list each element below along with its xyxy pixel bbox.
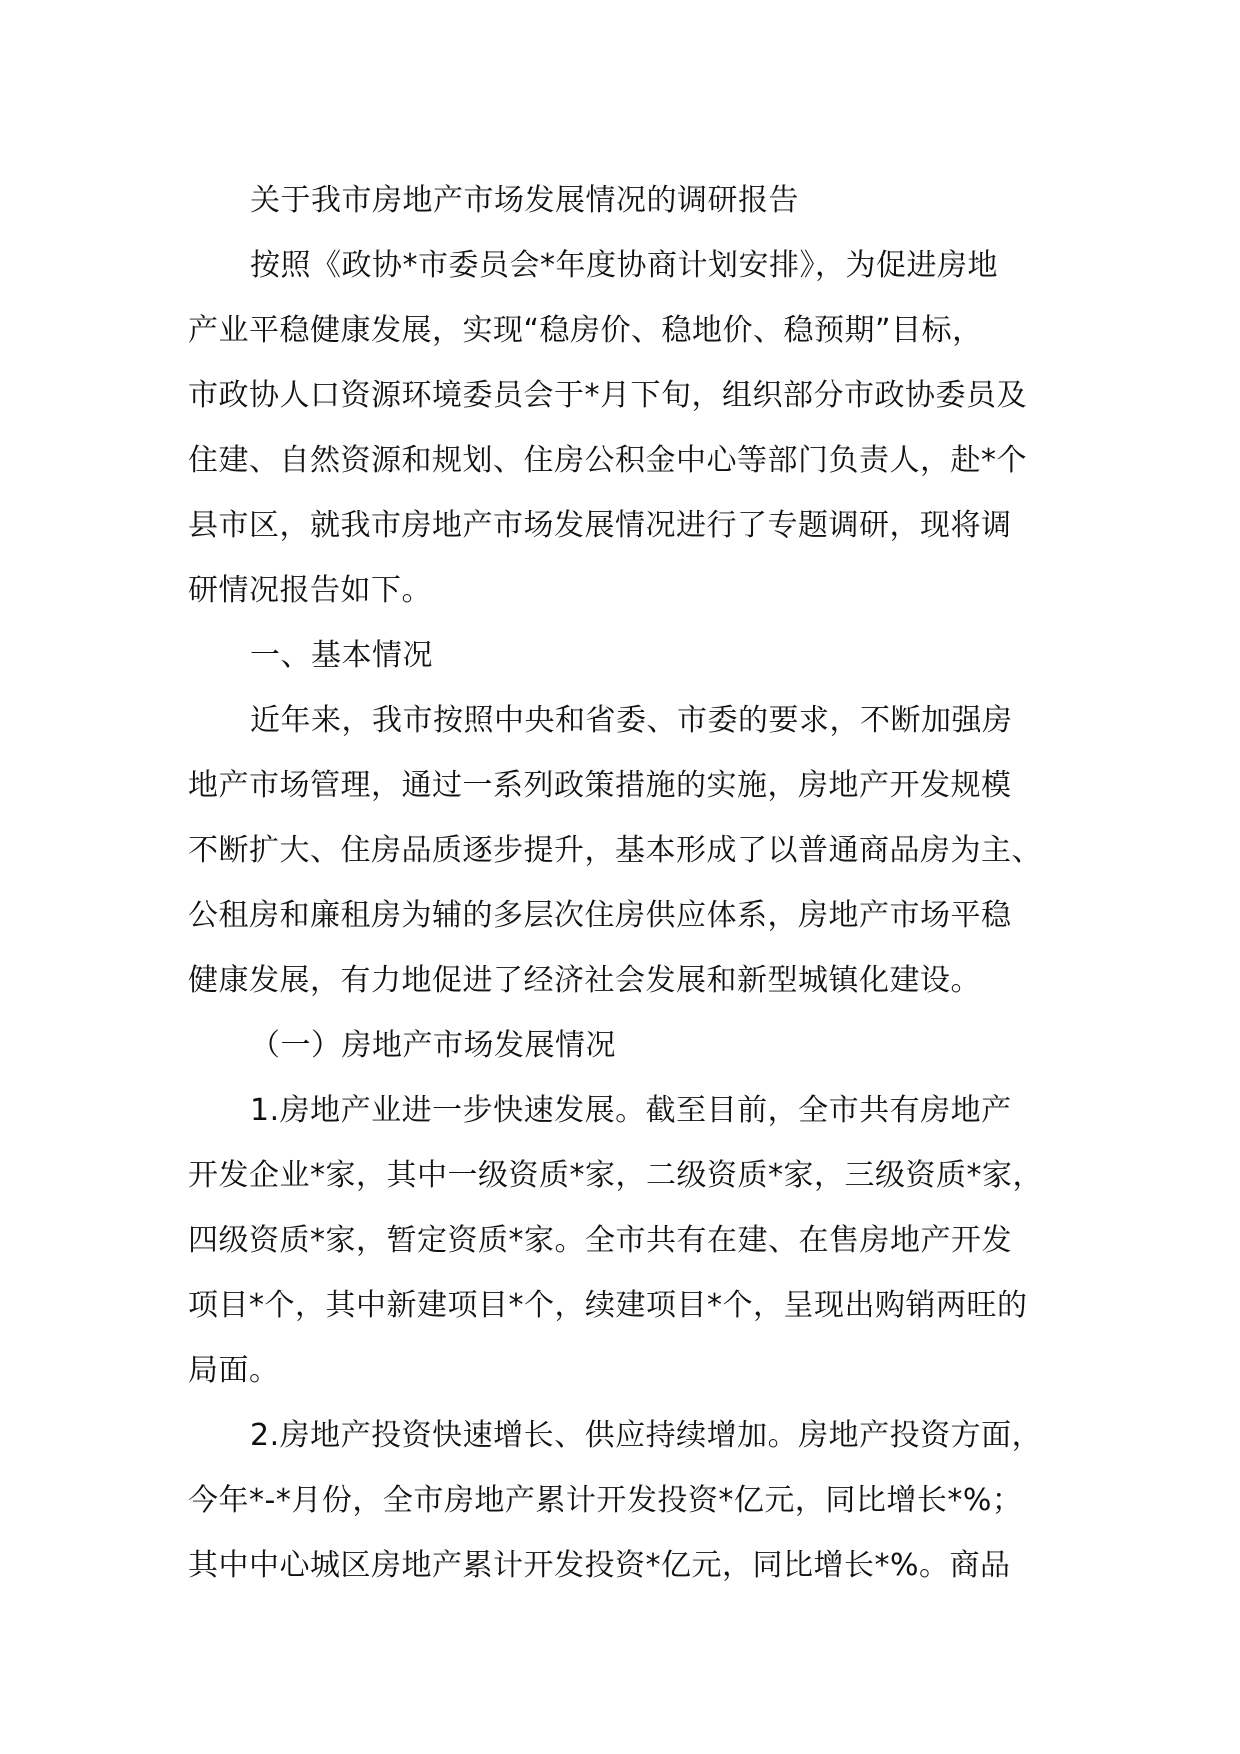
- subsection-heading: （一）房地产市场发展情况: [250, 1028, 616, 1063]
- document-body: [188, 168, 1068, 1598]
- paragraph-line: 开发企业*家，其中一级资质*家，二级资质*家，三级资质*家，: [188, 1158, 1043, 1193]
- paragraph-line: 今年*-*月份，全市房地产累计开发投资*亿元，同比增长*%；: [188, 1483, 1023, 1518]
- paragraph-line: 局面。: [188, 1353, 280, 1388]
- paragraph-line: 四级资质*家，暂定资质*家。全市共有在建、在售房地产开发: [188, 1223, 1012, 1258]
- paragraph-line: 地产市场管理，通过一系列政策措施的实施，房地产开发规模: [188, 768, 1012, 803]
- paragraph-line: 公租房和廉租房为辅的多层次住房供应体系，房地产市场平稳: [188, 898, 1012, 933]
- item1-paragraph: [188, 1078, 1068, 1403]
- paragraph-line: 研情况报告如下。: [188, 573, 432, 608]
- document-title: 关于我市房地产市场发展情况的调研报告: [250, 183, 799, 218]
- paragraph-line: 按照《政协*市委员会*年度协商计划安排》，为促进房地: [250, 248, 998, 283]
- paragraph-line: 县市区，就我市房地产市场发展情况进行了专题调研，现将调: [188, 508, 1012, 543]
- paragraph-line: 产业平稳健康发展，实现“稳房价、稳地价、稳预期”目标，: [188, 313, 983, 348]
- item2-paragraph: [188, 1403, 1068, 1598]
- section-heading: 一、基本情况: [250, 638, 433, 673]
- paragraph-line: 健康发展，有力地促进了经济社会发展和新型城镇化建设。: [188, 963, 981, 998]
- paragraph-line: 市政协人口资源环境委员会于*月下旬，组织部分市政协委员及: [188, 378, 1027, 413]
- paragraph-line: 2.房地产投资快速增长、供应持续增加。房地产投资方面，: [250, 1418, 1043, 1453]
- paragraph-line: 项目*个，其中新建项目*个，续建项目*个，呈现出购销两旺的: [188, 1288, 1028, 1323]
- paragraph-line: 其中中心城区房地产累计开发投资*亿元，同比增长*%。商品: [188, 1548, 1011, 1583]
- paragraph-line: 1.房地产业进一步快速发展。截至目前，全市共有房地产: [250, 1093, 1012, 1128]
- intro-paragraph: [188, 233, 1068, 623]
- paragraph-line: 不断扩大、住房品质逐步提升，基本形成了以普通商品房为主、: [188, 833, 1042, 868]
- paragraph-line: 住建、自然资源和规划、住房公积金中心等部门负责人，赴*个: [188, 443, 1027, 478]
- section1-paragraph: [188, 688, 1068, 1013]
- paragraph-line: 近年来，我市按照中央和省委、市委的要求，不断加强房: [250, 703, 1013, 738]
